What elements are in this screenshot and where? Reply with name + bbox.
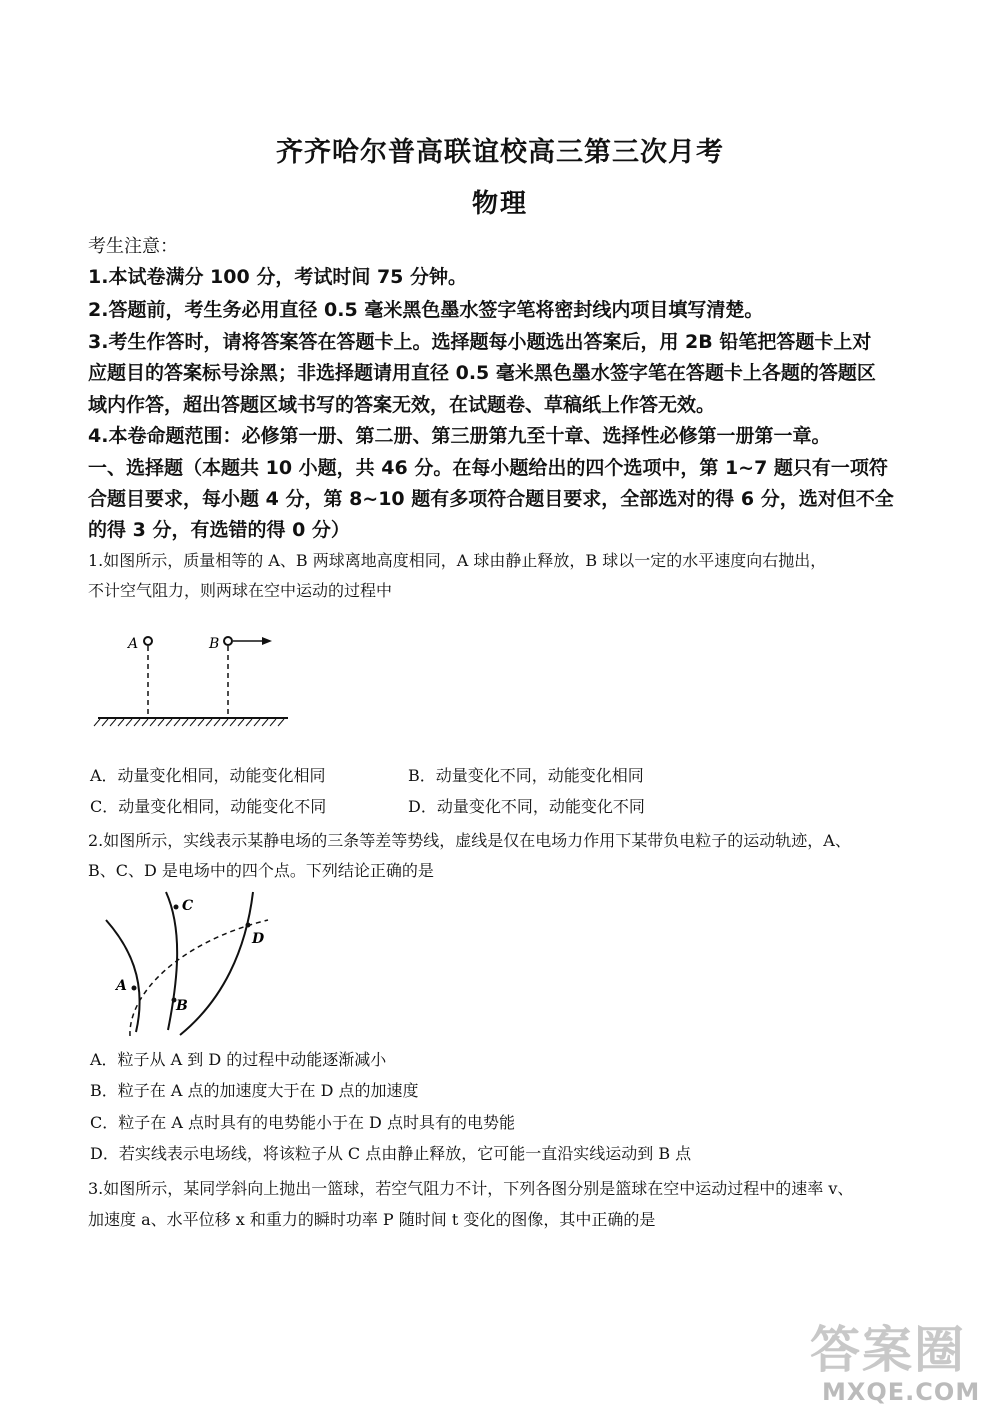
notice-heading: 考生注意： xyxy=(88,236,178,257)
section-heading-line: 一、选择题（本题共 10 小题，共 46 分。在每小题给出的四个选项中，第 1~7 题只有一项符 xyxy=(88,457,888,479)
arrow-head-icon xyxy=(262,637,272,645)
section-heading-line: 合题目要求，每小题 4 分，第 8~10 题有多项符合题目要求，全部选对的得 6 分，选对但不全 xyxy=(88,488,894,510)
point-a-dot xyxy=(132,986,137,991)
notice-line: 域内作答，超出答题区域书写的答案无效，在试题卷、草稿纸上作答无效。 xyxy=(88,394,716,416)
question-1-option-d: D．动量变化不同，动能变化不同 xyxy=(408,797,645,816)
question-2-stem: B、C、D 是电场中的四个点。下列结论正确的是 xyxy=(88,861,434,880)
ball-a-label: A xyxy=(128,636,139,652)
notice-line: 应题目的答案标号涂黑；非选择题请用直径 0.5 毫米黑色墨水签字笔在答题卡上各题的答题区 xyxy=(88,362,876,384)
point-d-dot xyxy=(246,923,251,928)
question-2-figure xyxy=(88,890,288,1040)
section-heading-line: 的得 3 分，有选错的得 0 分） xyxy=(88,519,350,541)
question-2-option-a: A．粒子从 A 到 D 的过程中动能逐渐减小 xyxy=(90,1050,387,1069)
point-b-label: B xyxy=(176,998,188,1014)
ball-b-label: B xyxy=(209,636,220,652)
question-1-option-b: B．动量变化不同，动能变化相同 xyxy=(408,766,644,785)
question-1-stem: 1.如图所示，质量相等的 A、B 两球离地高度相同，A 球由静止释放，B 球以一定的水平速度向右抛出， xyxy=(88,551,827,570)
point-c-dot xyxy=(174,905,179,910)
exam-title: 齐齐哈尔普高联谊校高三第三次月考 xyxy=(276,137,724,168)
question-1-option-a: A．动量变化相同，动能变化相同 xyxy=(90,766,326,785)
question-2-option-d: D．若实线表示电场线，将该粒子从 C 点由静止释放，它可能一直沿实线运动到 B 点 xyxy=(90,1144,692,1163)
point-c-label: C xyxy=(182,898,194,914)
ground-line xyxy=(94,718,288,726)
point-a-label: A xyxy=(116,978,127,994)
notice-line: 2.答题前，考生务必用直径 0.5 毫米黑色墨水签字笔将密封线内项目填写清楚。 xyxy=(88,299,764,321)
question-2-option-c: C．粒子在 A 点时具有的电势能小于在 D 点时具有的电势能 xyxy=(90,1113,515,1132)
notice-line: 1.本试卷满分 100 分，考试时间 75 分钟。 xyxy=(88,266,467,288)
watermark-url: MXQE.COM xyxy=(822,1378,981,1406)
question-3-stem: 3.如图所示，某同学斜向上抛出一篮球，若空气阻力不计，下列各图分别是篮球在空中运动过程中的速率 v、 xyxy=(88,1179,854,1198)
question-3-stem: 加速度 a、水平位移 x 和重力的瞬时功率 P 随时间 t 变化的图像，其中正确的是 xyxy=(88,1210,656,1229)
notice-line: 3.考生作答时，请将答案答在答题卡上。选择题每小题选出答案后，用 2B 铅笔把答题卡上对 xyxy=(88,331,872,353)
watermark-logo: 答案圈 xyxy=(810,1321,966,1379)
equipotential-line-left xyxy=(106,920,140,1032)
ball-a xyxy=(144,637,152,645)
ball-b xyxy=(224,637,232,645)
notice-line: 4.本卷命题范围：必修第一册、第二册、第三册第九至十章、选择性必修第一册第一章。 xyxy=(88,425,831,447)
point-d-label: D xyxy=(252,931,265,947)
question-2-stem: 2.如图所示，实线表示某静电场的三条等差等势线，虚线是仅在电场力作用下某带负电粒子的运动轨迹，A、 xyxy=(88,831,851,850)
question-1-option-c: C．动量变化相同，动能变化不同 xyxy=(90,797,327,816)
question-1-figure xyxy=(88,618,298,748)
question-2-option-b: B．粒子在 A 点的加速度大于在 D 点的加速度 xyxy=(90,1081,419,1100)
question-1-stem: 不计空气阻力，则两球在空中运动的过程中 xyxy=(88,581,393,600)
subject-title: 物理 xyxy=(471,189,528,219)
